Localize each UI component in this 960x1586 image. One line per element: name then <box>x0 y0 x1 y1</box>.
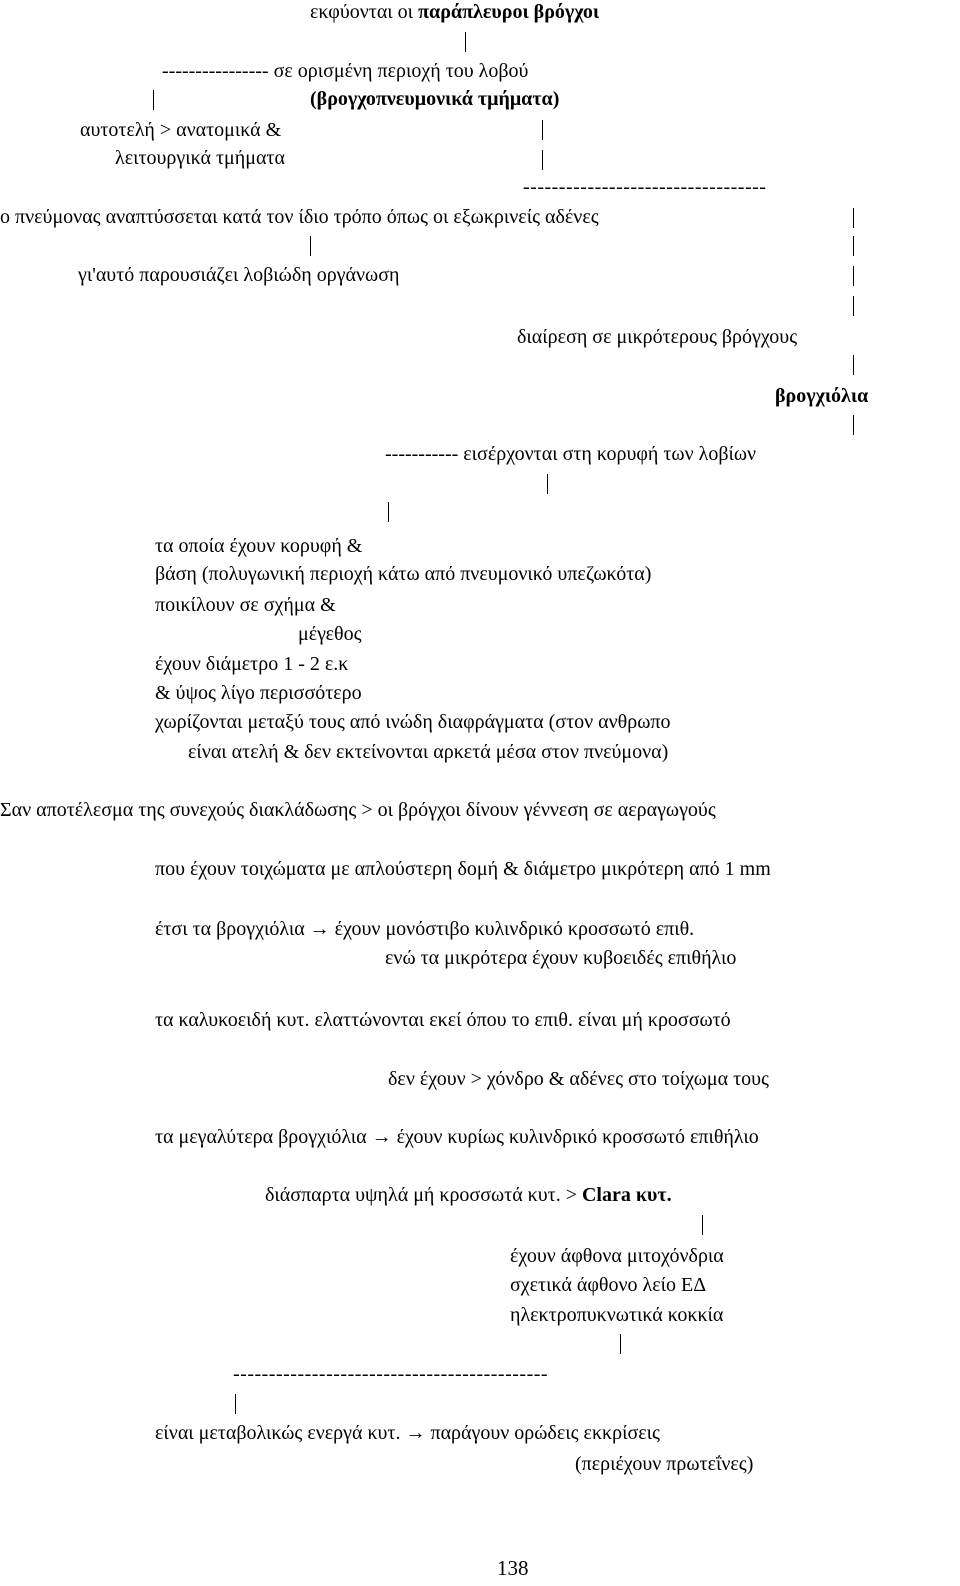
connector-2 <box>153 90 154 110</box>
connector-13 <box>388 502 389 522</box>
connector-3 <box>542 120 543 140</box>
text-line-18: χωρίζονται μεταξύ τους από ινώδη διαφράγματα (στον ανθρωπο <box>155 711 671 733</box>
connector-12 <box>547 474 548 494</box>
text-line-1 <box>310 0 599 24</box>
text-line-30: ηλεκτροπυκνωτικά κοκκία <box>510 1304 724 1326</box>
text-line-25: δεν έχουν > χόνδρο & αδένες στο τοίχωμα τους <box>388 1068 769 1090</box>
connector-4 <box>542 150 543 170</box>
text-line-21: που έχουν τοιχώματα με απλούστερη δομή & διάμετρο μικρότερη από 1 mm <box>155 858 771 880</box>
text-line-8: γι'αυτό παρουσιάζει λοβιώδη οργάνωση <box>78 264 400 286</box>
connector-9 <box>853 296 854 316</box>
text-line-3: (βρογχοπνευμονικά τμήματα) <box>310 88 560 110</box>
text-line-33: (περιέχουν πρωτεΐνες) <box>575 1453 754 1475</box>
text-line-24: τα καλυκοειδή κυτ. ελαττώνονται εκεί όπου το επιθ. είναι μή κροσσωτό <box>155 1009 731 1031</box>
text-line-14: ποικίλουν σε σχήμα & <box>155 594 336 616</box>
text-line-5: λειτουργικά τμήματα <box>115 147 285 169</box>
connector-11 <box>853 415 854 435</box>
text-line-27 <box>265 1183 672 1207</box>
connector-16 <box>235 1394 236 1414</box>
connector-6 <box>310 236 311 256</box>
connector-7 <box>853 236 854 256</box>
text-line-11: ----------- εισέρχονται στη κορυφή των λοβίων <box>385 443 757 465</box>
text-line-20: Σαν αποτέλεσμα της συνεχούς διακλάδωσης > οι βρόγχοι δίνουν γέννεση σε αεραγωγούς <box>0 799 716 821</box>
text-line-12: τα οποία έχουν κορυφή & <box>155 535 363 557</box>
text-line-1-bold: παράπλευροι βρόγχοι <box>418 1 600 23</box>
text-line-7: ο πνεύμονας αναπτύσσεται κατά τον ίδιο τρόπο όπως οι εξωκρινείς αδένες <box>0 206 599 228</box>
text-line-6: ---------------------------------- <box>523 176 767 198</box>
connector-10 <box>853 355 854 375</box>
text-line-1-a: εκφύονται οι <box>310 1 419 23</box>
text-line-31: -------------------------------------------- <box>233 1363 549 1385</box>
text-line-10: βρογχιόλια <box>775 385 869 407</box>
text-line-2: ---------------- σε ορισμένη περιοχή του λοβού <box>162 60 529 82</box>
text-line-15: μέγεθος <box>298 623 362 645</box>
text-line-28: έχουν άφθονα μιτοχόνδρια <box>510 1245 724 1267</box>
text-line-17: & ύψος λίγο περισσότερο <box>155 682 362 704</box>
page-number: 138 <box>497 1556 529 1580</box>
clara-cells-label: Clara κυτ. <box>581 1184 672 1206</box>
text-line-19: είναι ατελή & δεν εκτείνονται αρκετά μέσα στον πνεύμονα) <box>188 741 669 763</box>
text-line-16: έχουν διάμετρο 1 - 2 ε.κ <box>155 653 349 675</box>
connector-15 <box>620 1334 621 1354</box>
text-line-26: τα μεγαλύτερα βρογχιόλια → έχουν κυρίως κυλινδρικό κροσσωτό επιθήλιο <box>155 1126 759 1148</box>
connector-5 <box>853 208 854 228</box>
text-line-9: διαίρεση σε μικρότερους βρόγχους <box>517 326 798 348</box>
text-line-23: ενώ τα μικρότερα έχουν κυβοειδές επιθήλιο <box>385 947 737 969</box>
text-line-32: είναι μεταβολικώς ενεργά κυτ. → παράγουν ορώδεις εκκρίσεις <box>155 1422 660 1444</box>
text-line-13: βάση (πολυγωνική περιοχή κάτω από πνευμονικό υπεζωκότα) <box>155 563 652 585</box>
connector-8 <box>853 266 854 286</box>
connector-1 <box>465 32 466 52</box>
text-line-27-a: διάσπαρτα υψηλά μή κροσσωτά κυτ. > <box>265 1184 582 1206</box>
text-line-22: έτσι τα βρογχιόλια → έχουν μονόστιβο κυλινδρικό κροσσωτό επιθ. <box>155 918 695 940</box>
connector-14 <box>702 1215 703 1235</box>
text-line-29: σχετικά άφθονο λείο ΕΔ <box>510 1274 707 1296</box>
text-line-4: αυτοτελή > ανατομικά & <box>80 119 282 141</box>
